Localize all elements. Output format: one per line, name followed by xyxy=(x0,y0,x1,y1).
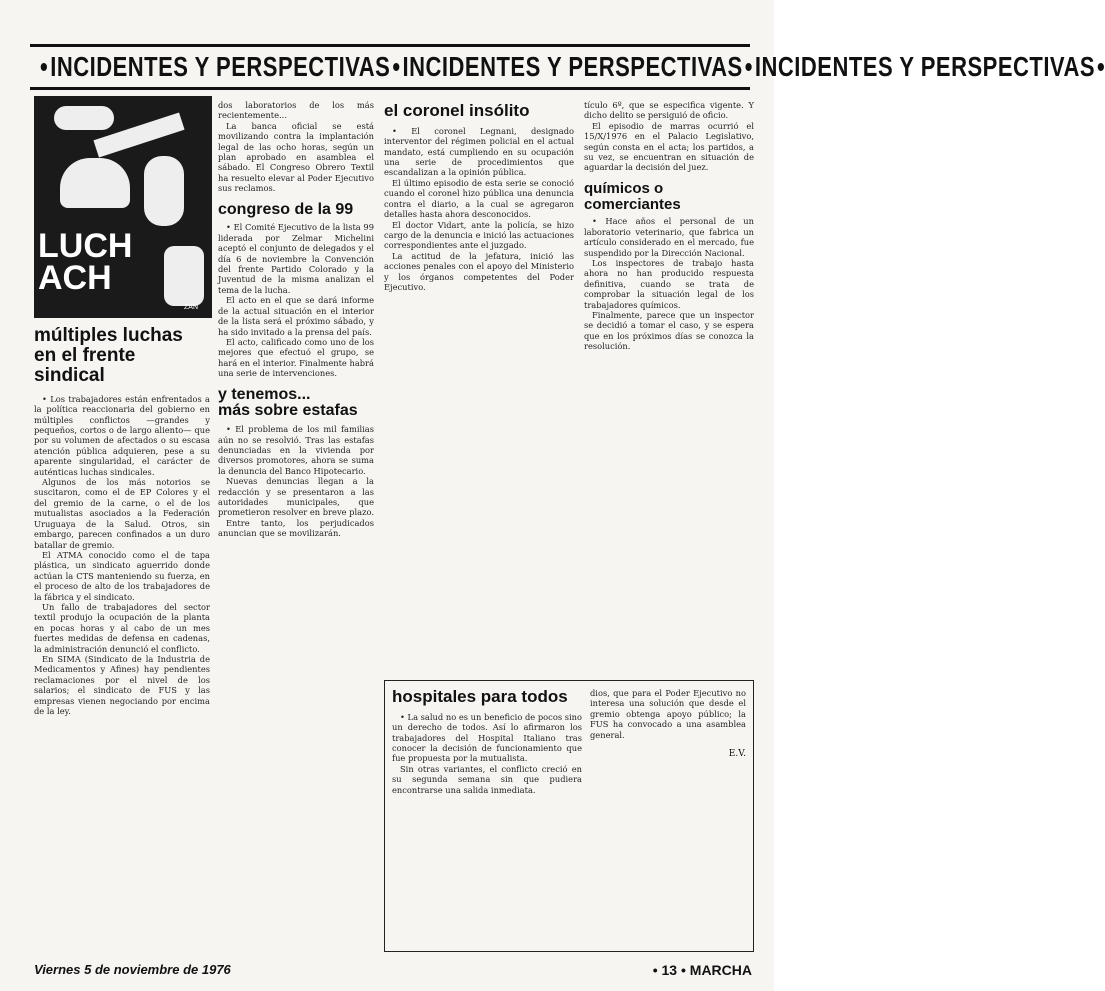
article-signature: E.V. xyxy=(728,749,746,760)
section-header-1: INCIDENTES Y PERSPECTIVAS xyxy=(50,50,391,82)
section-header-band: • INCIDENTES Y PERSPECTIVAS • INCIDENTES Y PERSPECTIVAS • INCIDENTES Y PERSPECTIVAS • xyxy=(30,44,750,90)
issue-date: Viernes 5 de noviembre de 1976 xyxy=(34,962,231,977)
headline-multiples-luchas: múltiples luchas en el frente sindical xyxy=(34,325,183,386)
page-footer xyxy=(34,962,752,978)
article-body: • Hace años el personal de un laboratorio veterinario, que fabrica un artículo considerado en el mercado, fue suspendido por la Dirección Nacional. xyxy=(584,216,754,258)
article-body: Sin otras variantes, el conflicto creció en su segunda semana sin que pudiera encontrarse una salida inmediata. xyxy=(392,763,582,795)
article-body: El ATMA conocido como el de tapa plástica, un sindicato aguerrido donde actúan la CTS manteniendo su fuerza, en el proceso de alto de los trabajadores de la fábrica y el sindicato. xyxy=(34,549,210,602)
headline-congreso: congreso de la 99 xyxy=(218,200,354,218)
article-body: dos laboratorios de los más recientemente... xyxy=(218,100,374,121)
article-body: La banca oficial se está movilizando contra la implantación legal de las ocho horas, según un plan aprobado en asamblea el sábado. El Congreso Obrero Textil ha resuelto elevar al Poder Ejecutivo sus reclamos. xyxy=(218,120,374,194)
column-2 xyxy=(218,100,374,539)
article-body: El doctor Vidart, ante la policía, se hizo cargo de la denuncia e inició las actuaciones correspondientes ante el juzgado. xyxy=(384,219,574,251)
article-body: • El coronel Legnani, designado interventor del régimen policial en el actual mandato, está cumpliendo en su ocupación una serie de procedimientos que escandalizan a la opinión pública. xyxy=(384,125,574,178)
article-body: tículo 6º, que se especifica vigente. Y dicho delito se persiguió de oficio. xyxy=(584,100,754,121)
column-4 xyxy=(584,100,754,352)
article-body: En SIMA (Sindicato de la Industria de Medicamentos y Afines) hay pendientes reclamaciones por el nivel de los salarios; el sindicato de FUS y las empresas vienen negociando por encima de la ley. xyxy=(34,653,210,716)
article-body: El acto en el que se dará informe de la actual situación en el interior de la lista será el próximo sábado, y ha sido invitado a la prensa del país. xyxy=(218,295,374,337)
article-body: El último episodio de esta serie se conoció cuando el coronel hizo pública una denuncia contra el diario, a la cual se agregaron detalles hasta ahora desconocidos. xyxy=(384,177,574,220)
column-3 xyxy=(384,100,574,292)
headline-coronel-insolito: el coronel insólito xyxy=(384,101,530,120)
article-body: La actitud de la jefatura, inició las acciones penales con el apoyo del Ministerio y los órganos competentes del Poder Ejecutivo. xyxy=(384,250,574,292)
hospitales-col-b xyxy=(590,688,746,768)
illustration-signature: ZAN xyxy=(184,304,198,311)
headline-hospitales: hospitales para todos xyxy=(392,687,568,706)
article-body: • El problema de los mil familias aún no se resolvió. Tras las estafas denunciadas en la vivienda por diversos promotores, ahora se suma la denuncia del Banco Hipotecario. xyxy=(218,424,374,476)
article-body: El acto, calificado como uno de los mejores que efectuó el grupo, se hará en el interior. Finalmente habrá una serie de intervenciones. xyxy=(218,336,374,379)
article-body: Algunos de los más notorios se suscitaron, como el de EP Colores y el del gremio de la carne, o el de los mutualistas asociados a la Federación Uruguaya de la Salud. Otros, sin embargo, parecen confinados a un duro batallar de gremio. xyxy=(34,477,210,550)
article-body: • Los trabajadores están enfrentados a la política reaccionaria del gobierno en múltiples conflictos —grandes y pequeños, cortos o de largo aliento— que por su volumen de afectados o su escasa atención pública adquieren, pese a su aparente singularidad, el carácter de auténticas luchas sindicales. xyxy=(34,393,210,477)
article-body: Un fallo de trabajadores del sector textil produjo la ocupación de la planta en pocas horas y al cabo de un mes fuertes medidas de defensa en cadenas, la administración denunció el conflicto. xyxy=(34,601,210,654)
section-header-3: INCIDENTES Y PERSPECTIVAS xyxy=(754,50,1096,82)
article-body: • La salud no es un beneficio de pocos sino un derecho de todos. Así lo afirmaron los trabajadores del Hospital Italiano tras conocer la decisión de funcionamiento que fue propuesta por la mutualista. xyxy=(392,711,582,764)
article-body: Los inspectores de trabajo hasta ahora no han producido respuesta definitiva, cuando se trata de comprobar la situación legal de los trabajadores químicos. xyxy=(584,257,754,310)
article-body: El episodio de marras ocurrió el 15/X/1976 en el Palacio Legislativo, según consta en el acta; los partidos, a su vez, se encuentran en situación de aguardar la decisión del juez. xyxy=(584,120,754,173)
article-body: dios, que para el Poder Ejecutivo no interesa una solución que desde el gremio obtenga apoyo público; la FUS ha convocado a una asamblea general. xyxy=(590,688,746,740)
cartoon-illustration xyxy=(34,96,212,318)
hospitales-col-a xyxy=(392,688,582,795)
section-header-2: INCIDENTES Y PERSPECTIVAS xyxy=(402,50,743,82)
page-number-masthead: • 13 • MARCHA xyxy=(652,962,752,978)
article-body: • El Comité Ejecutivo de la lista 99 liderada por Zelmar Michelini aceptó el conjunto de delegados y el día 6 de noviembre la Convención del frente Partido Colorado y la Juventud de la misma analizan el tema de la lucha. xyxy=(218,222,374,295)
headline-y-tenemos: y tenemos... más sobre estafas xyxy=(218,385,358,420)
article-body: Finalmente, parece que un inspector se decidió a tomar el caso, y se espera que en los próximos días se conozca la resolución. xyxy=(584,310,754,352)
headline-quimicos: químicos o comerciantes xyxy=(584,179,681,213)
article-body: Nuevas denuncias llegan a la redacción y se presentaron a las autoridades municipales, que prometieron resolver en breve plazo. xyxy=(218,476,374,518)
article-body: Entre tanto, los perjudicados anuncian que se movilizarán. xyxy=(218,517,374,539)
column-1 xyxy=(34,326,210,716)
illustration-lettering: LUCH ACH xyxy=(38,227,133,297)
